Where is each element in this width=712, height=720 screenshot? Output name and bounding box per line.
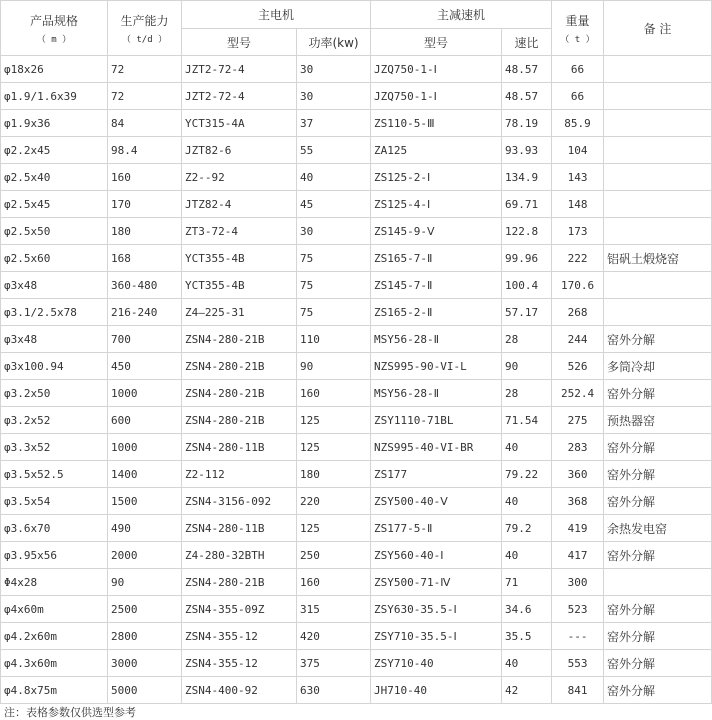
cell-weight: 85.9 xyxy=(552,110,604,137)
header-capacity: 生产能力 （ t/d ） xyxy=(108,1,182,56)
cell-spec: φ18x26 xyxy=(1,56,108,83)
cell-weight: 104 xyxy=(552,137,604,164)
cell-motor-power: 55 xyxy=(297,137,371,164)
cell-capacity: 1500 xyxy=(108,488,182,515)
cell-motor-model: YCT355-4B xyxy=(182,245,297,272)
cell-ratio: 40 xyxy=(502,488,552,515)
cell-motor-power: 125 xyxy=(297,434,371,461)
cell-ratio: 79.2 xyxy=(502,515,552,542)
table-row xyxy=(1,461,712,488)
cell-motor-model: YCT355-4B xyxy=(182,272,297,299)
cell-capacity: 3000 xyxy=(108,650,182,677)
cell-motor-model: ZSN4-280-21B xyxy=(182,326,297,353)
cell-weight: 244 xyxy=(552,326,604,353)
cell-ratio: 48.57 xyxy=(502,83,552,110)
cell-capacity: 360-480 xyxy=(108,272,182,299)
footnote: 注：表格参数仅供选型参考 xyxy=(4,706,136,719)
cell-spec: φ3.5x54 xyxy=(1,488,108,515)
cell-remark xyxy=(604,218,712,245)
cell-motor-power: 180 xyxy=(297,461,371,488)
cell-motor-model: ZSN4-280-21B xyxy=(182,569,297,596)
cell-reducer-model: ZA125 xyxy=(371,137,502,164)
cell-weight: 553 xyxy=(552,650,604,677)
cell-capacity: 90 xyxy=(108,569,182,596)
cell-spec: φ2.5x40 xyxy=(1,164,108,191)
cell-remark: 窑外分解 xyxy=(604,650,712,677)
cell-remark: 窑外分解 xyxy=(604,677,712,704)
header-spec: 产品规格 （ m ） xyxy=(1,1,108,56)
cell-motor-power: 160 xyxy=(297,569,371,596)
table-row xyxy=(1,164,712,191)
cell-motor-model: JZT82-6 xyxy=(182,137,297,164)
cell-ratio: 78.19 xyxy=(502,110,552,137)
cell-reducer-model: ZS125-4-Ⅰ xyxy=(371,191,502,218)
cell-remark: 铝矾土煅烧窑 xyxy=(604,245,712,272)
cell-remark xyxy=(604,137,712,164)
cell-motor-power: 75 xyxy=(297,245,371,272)
cell-motor-model: ZSN4-280-21B xyxy=(182,353,297,380)
table-row xyxy=(1,353,712,380)
cell-reducer-model: ZS177-5-Ⅱ xyxy=(371,515,502,542)
table-row xyxy=(1,245,712,272)
table-row xyxy=(1,569,712,596)
cell-spec: φ2.5x50 xyxy=(1,218,108,245)
cell-capacity: 168 xyxy=(108,245,182,272)
cell-motor-power: 125 xyxy=(297,407,371,434)
cell-remark: 窑外分解 xyxy=(604,461,712,488)
cell-ratio: 71 xyxy=(502,569,552,596)
table-row xyxy=(1,380,712,407)
cell-weight: 148 xyxy=(552,191,604,218)
cell-reducer-model: JZQ750-1-Ⅰ xyxy=(371,56,502,83)
cell-reducer-model: ZSY710-40 xyxy=(371,650,502,677)
cell-motor-model: ZT3-72-4 xyxy=(182,218,297,245)
cell-capacity: 72 xyxy=(108,56,182,83)
cell-weight: 268 xyxy=(552,299,604,326)
cell-motor-power: 45 xyxy=(297,191,371,218)
table-body xyxy=(1,56,712,704)
cell-capacity: 700 xyxy=(108,326,182,353)
table-row xyxy=(1,542,712,569)
cell-ratio: 28 xyxy=(502,380,552,407)
cell-ratio: 34.6 xyxy=(502,596,552,623)
cell-spec: φ3x48 xyxy=(1,326,108,353)
cell-capacity: 1000 xyxy=(108,434,182,461)
cell-spec: Φ4x28 xyxy=(1,569,108,596)
cell-spec: φ4.2x60m xyxy=(1,623,108,650)
cell-weight: 841 xyxy=(552,677,604,704)
cell-spec: φ3.1/2.5x78 xyxy=(1,299,108,326)
cell-motor-model: ZSN4-355-12 xyxy=(182,623,297,650)
cell-weight: --- xyxy=(552,623,604,650)
cell-spec: φ3.5x52.5 xyxy=(1,461,108,488)
cell-ratio: 40 xyxy=(502,434,552,461)
cell-weight: 143 xyxy=(552,164,604,191)
cell-weight: 170.6 xyxy=(552,272,604,299)
cell-motor-model: ZSN4-400-92 xyxy=(182,677,297,704)
cell-motor-power: 220 xyxy=(297,488,371,515)
cell-ratio: 90 xyxy=(502,353,552,380)
cell-spec: φ4.8x75m xyxy=(1,677,108,704)
cell-ratio: 40 xyxy=(502,542,552,569)
cell-motor-power: 110 xyxy=(297,326,371,353)
cell-weight: 66 xyxy=(552,56,604,83)
cell-remark: 窑外分解 xyxy=(604,488,712,515)
cell-weight: 173 xyxy=(552,218,604,245)
cell-remark: 窑外分解 xyxy=(604,542,712,569)
table-row xyxy=(1,191,712,218)
cell-motor-model: Z4—225-31 xyxy=(182,299,297,326)
cell-capacity: 1400 xyxy=(108,461,182,488)
cell-weight: 252.4 xyxy=(552,380,604,407)
cell-weight: 66 xyxy=(552,83,604,110)
table-row xyxy=(1,434,712,461)
cell-reducer-model: ZSY710-35.5-Ⅰ xyxy=(371,623,502,650)
cell-reducer-model: ZSY1110-71BL xyxy=(371,407,502,434)
cell-reducer-model: ZS165-2-Ⅱ xyxy=(371,299,502,326)
cell-spec: φ4x60m xyxy=(1,596,108,623)
cell-reducer-model: NZS995-90-VI-L xyxy=(371,353,502,380)
table-row xyxy=(1,272,712,299)
cell-reducer-model: ZS125-2-Ⅰ xyxy=(371,164,502,191)
table-row xyxy=(1,218,712,245)
cell-capacity: 2800 xyxy=(108,623,182,650)
cell-motor-model: ZSN4-280-21B xyxy=(182,380,297,407)
cell-motor-power: 75 xyxy=(297,272,371,299)
cell-weight: 360 xyxy=(552,461,604,488)
cell-motor-power: 40 xyxy=(297,164,371,191)
header-remark: 备 注 xyxy=(604,1,712,56)
cell-ratio: 71.54 xyxy=(502,407,552,434)
header-main-motor: 主电机 xyxy=(182,1,371,29)
cell-reducer-model: JZQ750-1-Ⅰ xyxy=(371,83,502,110)
cell-weight: 526 xyxy=(552,353,604,380)
cell-motor-model: Z2--92 xyxy=(182,164,297,191)
cell-remark xyxy=(604,110,712,137)
table-row xyxy=(1,623,712,650)
cell-reducer-model: ZS177 xyxy=(371,461,502,488)
header-ratio: 速比 xyxy=(502,29,552,56)
cell-spec: φ2.5x60 xyxy=(1,245,108,272)
cell-ratio: 57.17 xyxy=(502,299,552,326)
cell-remark: 窑外分解 xyxy=(604,326,712,353)
table-row xyxy=(1,650,712,677)
cell-reducer-model: NZS995-40-VI-BR xyxy=(371,434,502,461)
cell-capacity: 84 xyxy=(108,110,182,137)
cell-ratio: 48.57 xyxy=(502,56,552,83)
cell-spec: φ3.2x52 xyxy=(1,407,108,434)
table-row xyxy=(1,515,712,542)
cell-remark: 窑外分解 xyxy=(604,380,712,407)
header-reducer-model: 型号 xyxy=(371,29,502,56)
cell-motor-power: 30 xyxy=(297,83,371,110)
cell-reducer-model: MSY56-28-Ⅱ xyxy=(371,326,502,353)
cell-ratio: 79.22 xyxy=(502,461,552,488)
cell-capacity: 98.4 xyxy=(108,137,182,164)
cell-spec: φ3.3x52 xyxy=(1,434,108,461)
cell-motor-power: 315 xyxy=(297,596,371,623)
header-motor-model: 型号 xyxy=(182,29,297,56)
cell-spec: φ2.5x45 xyxy=(1,191,108,218)
cell-motor-power: 125 xyxy=(297,515,371,542)
cell-motor-model: ZSN4-280-21B xyxy=(182,407,297,434)
cell-motor-model: ZSN4-355-12 xyxy=(182,650,297,677)
cell-ratio: 40 xyxy=(502,650,552,677)
table-row xyxy=(1,677,712,704)
cell-ratio: 134.9 xyxy=(502,164,552,191)
cell-remark xyxy=(604,56,712,83)
cell-weight: 275 xyxy=(552,407,604,434)
cell-remark xyxy=(604,299,712,326)
cell-capacity: 2000 xyxy=(108,542,182,569)
cell-remark xyxy=(604,569,712,596)
cell-reducer-model: ZSY500-40-Ⅴ xyxy=(371,488,502,515)
cell-remark xyxy=(604,272,712,299)
header-motor-power: 功率(kw) xyxy=(297,29,371,56)
cell-spec: φ1.9/1.6x39 xyxy=(1,83,108,110)
cell-remark xyxy=(604,83,712,110)
cell-weight: 417 xyxy=(552,542,604,569)
table-row xyxy=(1,110,712,137)
table-row xyxy=(1,488,712,515)
cell-spec: φ3.95x56 xyxy=(1,542,108,569)
cell-motor-power: 630 xyxy=(297,677,371,704)
cell-weight: 283 xyxy=(552,434,604,461)
cell-spec: φ4.3x60m xyxy=(1,650,108,677)
cell-capacity: 5000 xyxy=(108,677,182,704)
cell-capacity: 216-240 xyxy=(108,299,182,326)
cell-remark: 窑外分解 xyxy=(604,623,712,650)
cell-ratio: 35.5 xyxy=(502,623,552,650)
cell-reducer-model: ZS110-5-Ⅲ xyxy=(371,110,502,137)
cell-reducer-model: ZSY500-71-Ⅳ xyxy=(371,569,502,596)
cell-capacity: 600 xyxy=(108,407,182,434)
cell-motor-power: 250 xyxy=(297,542,371,569)
cell-motor-model: JZT2-72-4 xyxy=(182,83,297,110)
cell-reducer-model: MSY56-28-Ⅱ xyxy=(371,380,502,407)
table-row xyxy=(1,326,712,353)
header-row-1 xyxy=(1,1,712,29)
cell-remark: 预热器窑 xyxy=(604,407,712,434)
cell-motor-power: 30 xyxy=(297,218,371,245)
cell-reducer-model: ZS165-7-Ⅱ xyxy=(371,245,502,272)
cell-ratio: 28 xyxy=(502,326,552,353)
cell-remark: 余热发电窑 xyxy=(604,515,712,542)
cell-reducer-model: ZS145-7-Ⅱ xyxy=(371,272,502,299)
cell-motor-power: 160 xyxy=(297,380,371,407)
cell-motor-model: ZSN4-280-11B xyxy=(182,515,297,542)
cell-motor-model: ZSN4-280-11B xyxy=(182,434,297,461)
cell-motor-power: 420 xyxy=(297,623,371,650)
cell-capacity: 490 xyxy=(108,515,182,542)
cell-capacity: 170 xyxy=(108,191,182,218)
cell-capacity: 180 xyxy=(108,218,182,245)
cell-motor-model: ZSN4-355-09Z xyxy=(182,596,297,623)
cell-motor-power: 75 xyxy=(297,299,371,326)
cell-ratio: 69.71 xyxy=(502,191,552,218)
cell-capacity: 160 xyxy=(108,164,182,191)
cell-motor-model: JTZ82-4 xyxy=(182,191,297,218)
cell-capacity: 72 xyxy=(108,83,182,110)
cell-motor-power: 37 xyxy=(297,110,371,137)
cell-weight: 419 xyxy=(552,515,604,542)
cell-motor-model: Z2-112 xyxy=(182,461,297,488)
cell-motor-model: ZSN4-3156-092 xyxy=(182,488,297,515)
cell-weight: 300 xyxy=(552,569,604,596)
cell-capacity: 1000 xyxy=(108,380,182,407)
table-row xyxy=(1,407,712,434)
cell-weight: 368 xyxy=(552,488,604,515)
cell-weight: 222 xyxy=(552,245,604,272)
table-row xyxy=(1,299,712,326)
cell-spec: φ3x48 xyxy=(1,272,108,299)
cell-ratio: 42 xyxy=(502,677,552,704)
cell-spec: φ3.6x70 xyxy=(1,515,108,542)
cell-weight: 523 xyxy=(552,596,604,623)
cell-motor-power: 375 xyxy=(297,650,371,677)
cell-reducer-model: ZS145-9-Ⅴ xyxy=(371,218,502,245)
cell-reducer-model: JH710-40 xyxy=(371,677,502,704)
cell-ratio: 93.93 xyxy=(502,137,552,164)
cell-reducer-model: ZSY560-40-Ⅰ xyxy=(371,542,502,569)
table-row xyxy=(1,596,712,623)
header-reducer: 主减速机 xyxy=(371,1,552,29)
table-row xyxy=(1,83,712,110)
cell-spec: φ2.2x45 xyxy=(1,137,108,164)
cell-reducer-model: ZSY630-35.5-Ⅰ xyxy=(371,596,502,623)
cell-motor-model: Z4-280-32BTH xyxy=(182,542,297,569)
cell-remark: 多筒冷却 xyxy=(604,353,712,380)
cell-ratio: 122.8 xyxy=(502,218,552,245)
cell-ratio: 99.96 xyxy=(502,245,552,272)
cell-remark: 窑外分解 xyxy=(604,596,712,623)
cell-motor-power: 30 xyxy=(297,56,371,83)
cell-motor-power: 90 xyxy=(297,353,371,380)
cell-capacity: 450 xyxy=(108,353,182,380)
cell-remark xyxy=(604,191,712,218)
cell-remark: 窑外分解 xyxy=(604,434,712,461)
cell-spec: φ3.2x50 xyxy=(1,380,108,407)
cell-motor-model: JZT2-72-4 xyxy=(182,56,297,83)
cell-capacity: 2500 xyxy=(108,596,182,623)
cell-motor-model: YCT315-4A xyxy=(182,110,297,137)
cell-spec: φ3x100.94 xyxy=(1,353,108,380)
cell-ratio: 100.4 xyxy=(502,272,552,299)
table-row xyxy=(1,137,712,164)
cell-remark xyxy=(604,164,712,191)
cell-spec: φ1.9x36 xyxy=(1,110,108,137)
header-weight: 重量 （ t ） xyxy=(552,1,604,56)
table-row xyxy=(1,56,712,83)
